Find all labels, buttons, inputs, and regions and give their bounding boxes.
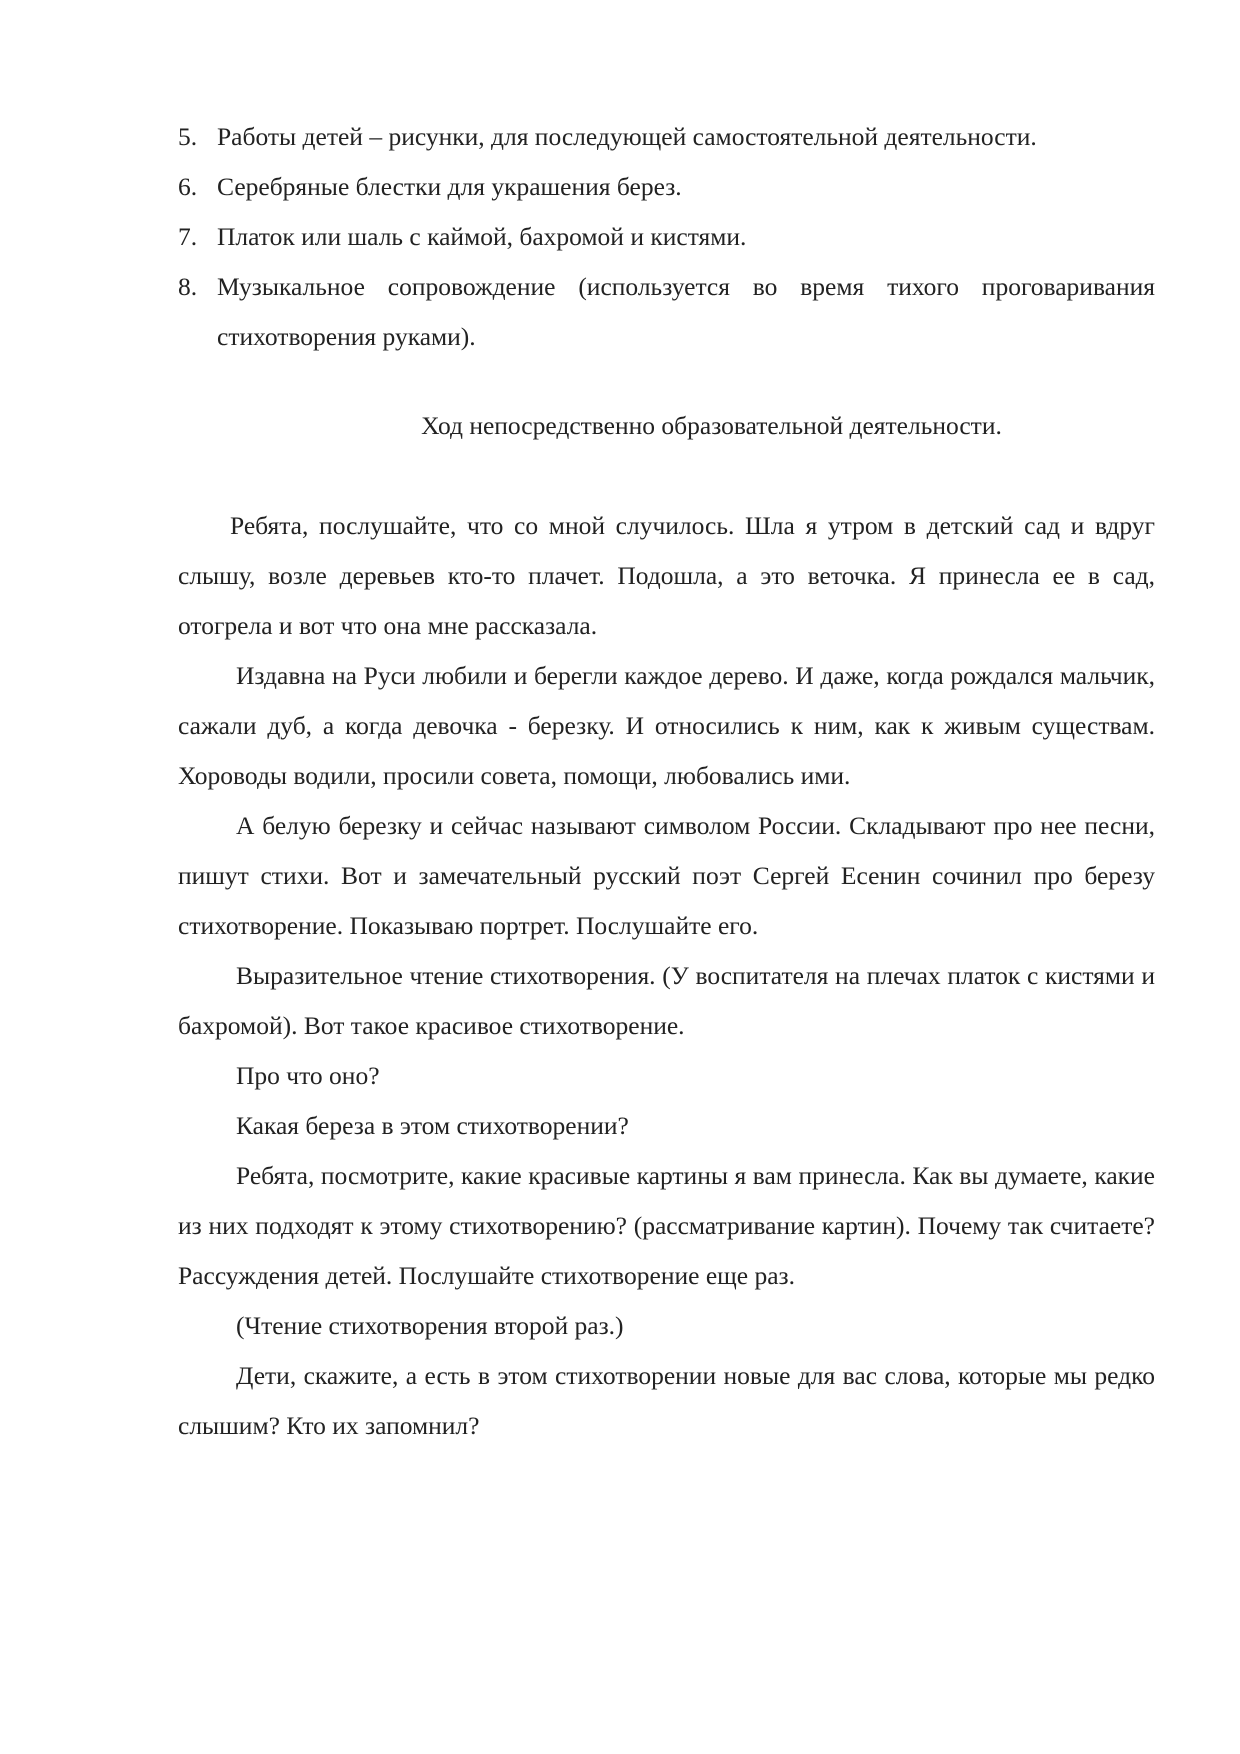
paragraph: Про что оно? bbox=[236, 1061, 380, 1090]
list-item-number: 6. bbox=[178, 172, 198, 201]
materials-list bbox=[178, 112, 1155, 362]
paragraph: Издавна на Руси любили и берегли каждое дерево. И даже, когда рождался мальчик, сажали дуб, а когда девочка - березку. И относились к ним, как к живым существам. Хороводы водили, просили совета, помощи, любовались ими. bbox=[178, 661, 1155, 790]
list-item bbox=[178, 112, 1155, 162]
paragraph: (Чтение стихотворения второй раз.) bbox=[236, 1311, 624, 1340]
list-item-number: 5. bbox=[178, 122, 198, 151]
paragraph: А белую березку и сейчас называют символом России. Складывают про нее песни, пишут стихи. Вот и замечательный русский поэт Сергей Есенин сочинил про березу стихотворение. Показываю портрет. Послушайте его. bbox=[178, 811, 1155, 940]
paragraph: Какая береза в этом стихотворении? bbox=[236, 1111, 629, 1140]
list-item bbox=[178, 162, 1155, 212]
document-page bbox=[178, 112, 1155, 1451]
list-item-text: Платок или шаль с каймой, бахромой и кистями. bbox=[217, 222, 747, 251]
section-heading: Ход непосредственно образовательной деятельности. bbox=[421, 411, 1002, 440]
paragraph: Ребята, послушайте, что со мной случилось. Шла я утром в детский сад и вдруг слышу, возле деревьев кто-то плачет. Подошла, а это веточка. Я принесла ее в сад, отогрела и вот что она мне рассказала. bbox=[178, 511, 1155, 640]
paragraph: Дети, скажите, а есть в этом стихотворении новые для вас слова, которые мы редко слышим? Кто их запомнил? bbox=[178, 1361, 1155, 1440]
paragraph: Ребята, посмотрите, какие красивые картины я вам принесла. Как вы думаете, какие из них подходят к этому стихотворению? (рассматривание картин). Почему так считаете? Рассуждения детей. Послушайте стихотворение еще раз. bbox=[178, 1161, 1155, 1290]
list-item bbox=[178, 262, 1155, 362]
list-item-text: Работы детей – рисунки, для последующей самостоятельной деятельности. bbox=[217, 122, 1037, 151]
list-item bbox=[178, 212, 1155, 262]
list-item-number: 8. bbox=[178, 272, 198, 301]
list-item-number: 7. bbox=[178, 222, 198, 251]
paragraph: Выразительное чтение стихотворения. (У воспитателя на плечах платок с кистями и бахромой). Вот такое красивое стихотворение. bbox=[178, 961, 1155, 1040]
list-item-text: Серебряные блестки для украшения берез. bbox=[217, 172, 682, 201]
list-item-text: Музыкальное сопровождение (используется во время тихого проговаривания стихотворения руками). bbox=[217, 272, 1155, 351]
